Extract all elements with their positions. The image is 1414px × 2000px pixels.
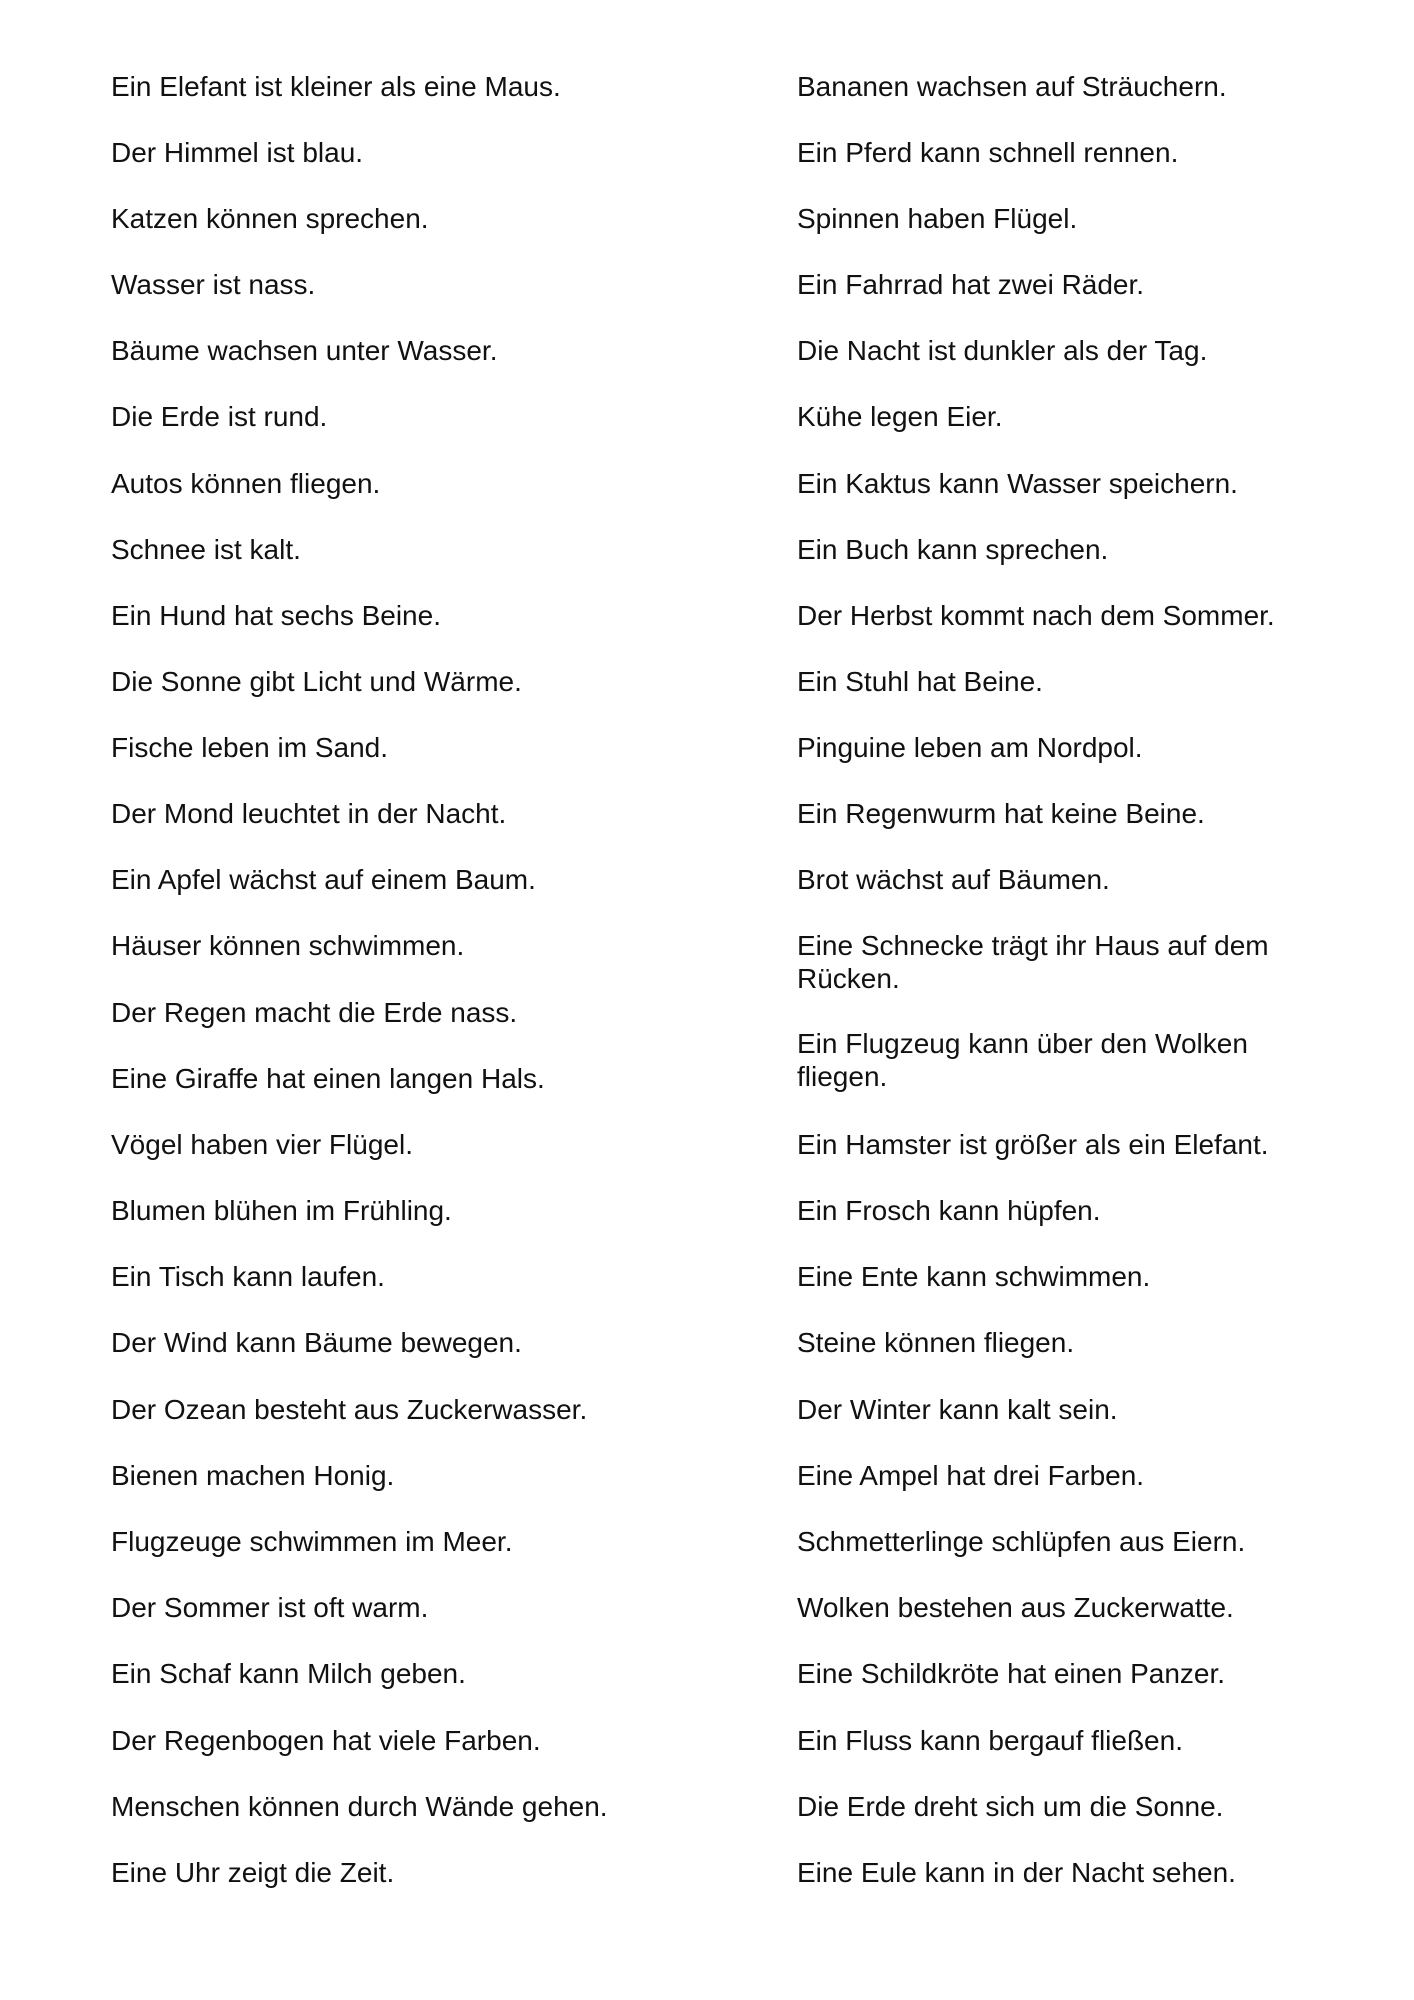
sentence: Ein Fahrrad hat zwei Räder. bbox=[797, 269, 1145, 300]
sentence: Ein Apfel wächst auf einem Baum. bbox=[111, 864, 536, 895]
sentence: Eine Schildkröte hat einen Panzer. bbox=[797, 1658, 1226, 1689]
sentence: Eine Uhr zeigt die Zeit. bbox=[111, 1857, 395, 1888]
sentence: Pinguine leben am Nordpol. bbox=[797, 732, 1143, 763]
sentence: Ein Elefant ist kleiner als eine Maus. bbox=[111, 71, 561, 102]
sentence: Wasser ist nass. bbox=[111, 269, 316, 300]
sentence: Ein Fluss kann bergauf fließen. bbox=[797, 1725, 1183, 1756]
sentence: Ein Regenwurm hat keine Beine. bbox=[797, 798, 1205, 829]
sentence: Eine Ampel hat drei Farben. bbox=[797, 1460, 1145, 1491]
sentence: Die Nacht ist dunkler als der Tag. bbox=[797, 335, 1208, 366]
sentence: Der Herbst kommt nach dem Sommer. bbox=[797, 600, 1275, 631]
sentence: Die Sonne gibt Licht und Wärme. bbox=[111, 666, 522, 697]
sentence: Die Erde ist rund. bbox=[111, 401, 328, 432]
sentence: Der Regenbogen hat viele Farben. bbox=[111, 1725, 541, 1756]
sentence: Ein Hund hat sechs Beine. bbox=[111, 600, 441, 631]
sentence: Blumen blühen im Frühling. bbox=[111, 1195, 452, 1226]
sentence: Bananen wachsen auf Sträuchern. bbox=[797, 71, 1227, 102]
sentence: Der Winter kann kalt sein. bbox=[797, 1394, 1118, 1425]
sentence: Der Regen macht die Erde nass. bbox=[111, 997, 518, 1028]
sentence: Vögel haben vier Flügel. bbox=[111, 1129, 413, 1160]
sentence: Menschen können durch Wände gehen. bbox=[111, 1791, 608, 1822]
sentence: Bienen machen Honig. bbox=[111, 1460, 395, 1491]
sentence: Steine können fliegen. bbox=[797, 1327, 1075, 1358]
sentence: Häuser können schwimmen. bbox=[111, 930, 465, 961]
sentence: Die Erde dreht sich um die Sonne. bbox=[797, 1791, 1224, 1822]
sentence: Flugzeuge schwimmen im Meer. bbox=[111, 1526, 513, 1557]
sentence: Autos können fliegen. bbox=[111, 468, 381, 499]
sentence: Der Himmel ist blau. bbox=[111, 137, 364, 168]
sentence: Brot wächst auf Bäumen. bbox=[797, 864, 1110, 895]
sentence: Ein Hamster ist größer als ein Elefant. bbox=[797, 1129, 1269, 1160]
sentence: Der Mond leuchtet in der Nacht. bbox=[111, 798, 507, 829]
sentence: Fische leben im Sand. bbox=[111, 732, 389, 763]
sentence: Katzen können sprechen. bbox=[111, 203, 429, 234]
sentence: Ein Stuhl hat Beine. bbox=[797, 666, 1043, 697]
sentence: Der Wind kann Bäume bewegen. bbox=[111, 1327, 522, 1358]
sentence: Schmetterlinge schlüpfen aus Eiern. bbox=[797, 1526, 1246, 1557]
sentence: Ein Frosch kann hüpfen. bbox=[797, 1195, 1101, 1226]
sentence: Schnee ist kalt. bbox=[111, 534, 301, 565]
sentence: Wolken bestehen aus Zuckerwatte. bbox=[797, 1592, 1234, 1623]
sentence: Eine Giraffe hat einen langen Hals. bbox=[111, 1063, 545, 1094]
sentence: Kühe legen Eier. bbox=[797, 401, 1003, 432]
sentence: Der Ozean besteht aus Zuckerwasser. bbox=[111, 1394, 588, 1425]
sentence: Spinnen haben Flügel. bbox=[797, 203, 1078, 234]
sentence: Eine Ente kann schwimmen. bbox=[797, 1261, 1151, 1292]
sentence: Der Sommer ist oft warm. bbox=[111, 1592, 429, 1623]
sentence: Ein Kaktus kann Wasser speichern. bbox=[797, 468, 1238, 499]
sentence: Ein Schaf kann Milch geben. bbox=[111, 1658, 466, 1689]
sentence: Ein Flugzeug kann über den Wolken fliegen. bbox=[797, 1028, 1248, 1092]
sentence: Bäume wachsen unter Wasser. bbox=[111, 335, 498, 366]
sentence: Eine Eule kann in der Nacht sehen. bbox=[797, 1857, 1236, 1888]
sentence: Ein Pferd kann schnell rennen. bbox=[797, 137, 1179, 168]
sentence: Ein Buch kann sprechen. bbox=[797, 534, 1109, 565]
sentence: Ein Tisch kann laufen. bbox=[111, 1261, 385, 1292]
sentence: Eine Schnecke trägt ihr Haus auf dem Rücken. bbox=[797, 930, 1269, 994]
